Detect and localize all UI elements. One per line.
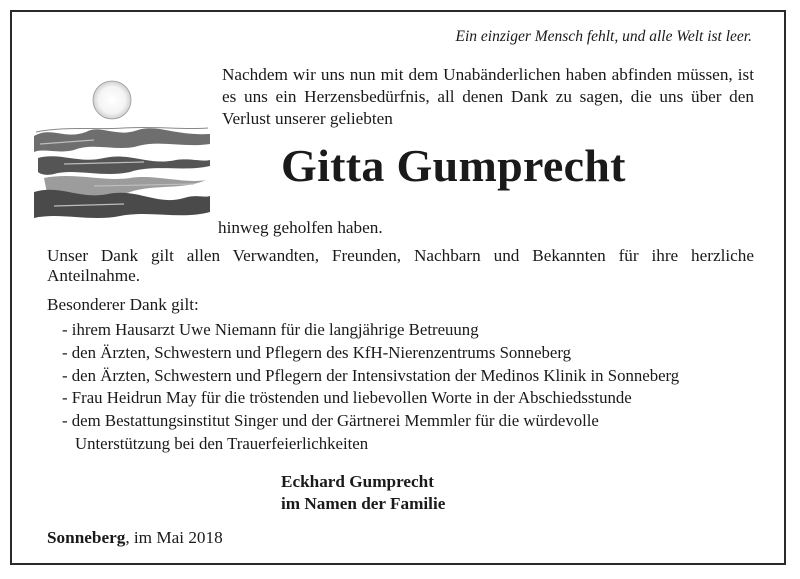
list-item: - dem Bestattungsinstitut Singer und der Gärtnerei Memmler für die würdevolle Unterstützung bei den Trauerfeierlichkeiten [62,410,679,456]
epigraph-quote: Ein einziger Mensch fehlt, und alle Welt ist leer. [455,28,752,45]
place-and-date [47,528,223,548]
deceased-name: Gitta Gumprecht [281,140,626,191]
list-item-continuation: Unterstützung bei den Trauerfeierlichkeiten [75,433,369,453]
special-thanks-list [62,319,679,456]
date-text: , im Mai 2018 [125,528,223,547]
general-thanks-paragraph: Unser Dank gilt allen Verwandten, Freunden, Nachbarn und Bekannten für ihre herzliche Anteilnahme. [47,246,754,285]
horizon-line [36,127,208,132]
intro-closing: hinweg geholfen haben. [218,218,383,237]
list-item: - Frau Heidrun May für die tröstenden und liebevollen Worte in der Abschiedsstunde [62,388,632,408]
sunset-landscape-illustration [34,74,210,224]
list-item: - ihrem Hausarzt Uwe Niemann für die langjährige Betreuung [62,320,479,339]
intro-paragraph: Nachdem wir uns nun mit dem Unabänderlichen haben abfinden müssen, ist es uns ein Herzensbedürfnis, all denen Dank zu sagen, die uns über den Verlust unserer geliebten [222,65,754,128]
signature-block [281,471,445,515]
place-name: Sonneberg [47,528,126,547]
list-item: - den Ärzten, Schwestern und Pflegern des KfH-Nierenzentrums Sonneberg [62,342,572,362]
mountain-ridge-2 [38,156,210,175]
special-thanks-heading: Besonderer Dank gilt: [47,295,199,314]
sun-shape [93,81,131,119]
signatory-family-line: im Namen der Familie [281,494,446,513]
mountain-ridge-1 [34,128,210,152]
list-item: - den Ärzten, Schwestern und Pflegern der Intensivstation der Medinos Klinik in Sonneberg [62,365,680,385]
signatory-name: Eckhard Gumprecht [281,472,434,491]
